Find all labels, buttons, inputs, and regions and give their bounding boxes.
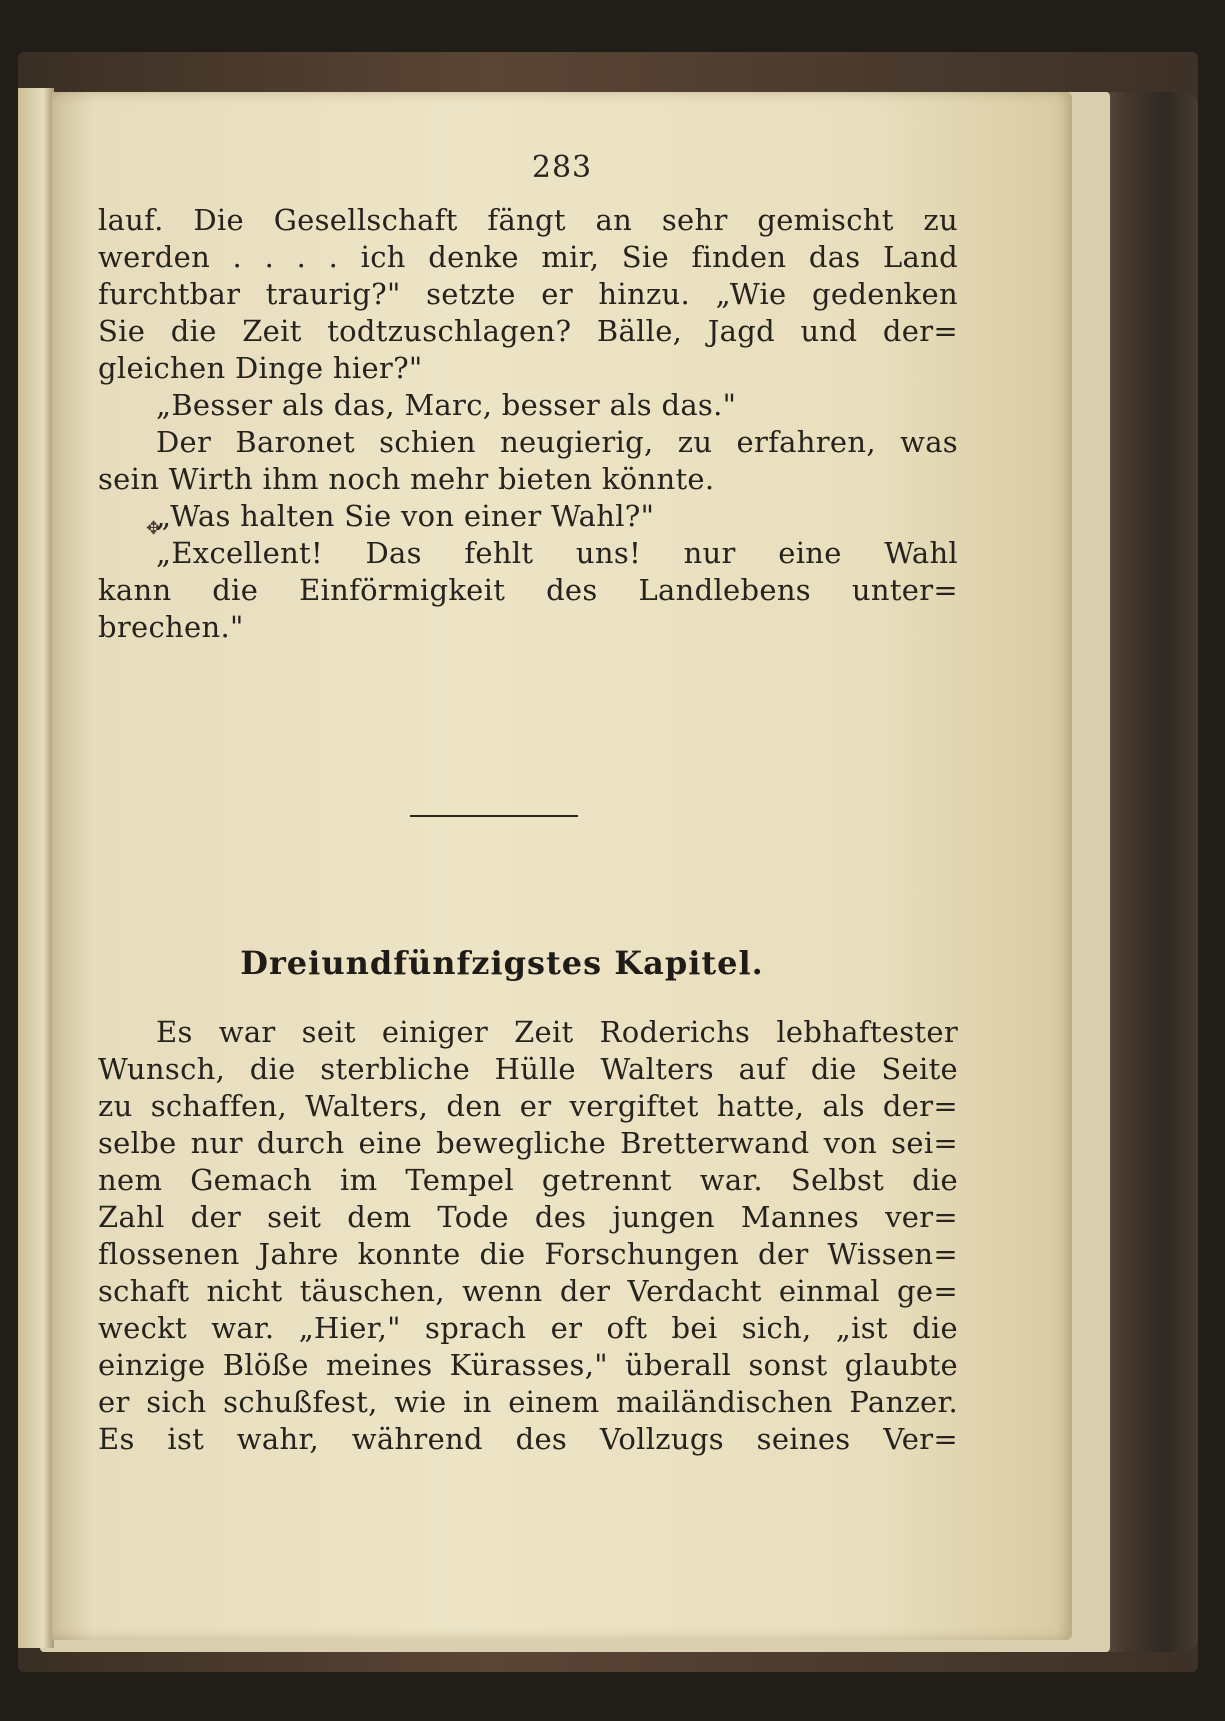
page-number: 283 <box>531 150 593 185</box>
chapter-title: Dreiundfünfzigstes Kapitel. <box>240 944 764 982</box>
text-line: Zahl der seit dem Tode des jungen Mannes ver= <box>98 1200 958 1234</box>
text-line: Wunsch, die sterbliche Hülle Walters auf die Seite <box>98 1052 958 1086</box>
text-line: er sich schußfest, wie in einem mailändischen Panzer. <box>98 1385 958 1419</box>
facing-page-edge <box>18 88 54 1648</box>
text-line: nem Gemach im Tempel getrennt war. Selbst die <box>98 1163 958 1197</box>
text-line: furchtbar traurig?" setzte er hinzu. „Wie gedenken <box>98 277 958 311</box>
text-line: „Besser als das, Marc, besser als das." <box>156 388 737 422</box>
text-line: gleichen Dinge hier?" <box>98 351 423 385</box>
text-line: Es ist wahr, während des Vollzugs seines Ver= <box>98 1422 958 1456</box>
text-line: flossenen Jahre konnte die Forschungen der Wissen= <box>98 1237 958 1271</box>
text-line: schaft nicht täuschen, wenn der Verdacht einmal ge= <box>98 1274 958 1308</box>
text-line: weckt war. „Hier," sprach er oft bei sich, „ist die <box>98 1311 958 1345</box>
text-line: zu schaffen, Walters, den er vergiftet hatte, als der= <box>98 1089 958 1123</box>
upper-text-block <box>98 202 958 646</box>
lower-text-block <box>98 1014 958 1458</box>
text-line: Sie die Zeit todtzuschlagen? Bälle, Jagd und der= <box>98 314 958 348</box>
text-line: brechen." <box>98 610 244 644</box>
text-line: Es war seit einiger Zeit Roderichs lebhaftester <box>156 1015 958 1049</box>
section-divider <box>410 815 578 817</box>
book-page <box>52 92 1072 1640</box>
text-line: „Was halten Sie von einer Wahl?" <box>156 499 655 533</box>
text-line: einzige Blöße meines Kürasses," überall sonst glaubte <box>98 1348 958 1382</box>
text-line: sein Wirth ihm noch mehr bieten könnte. <box>98 462 715 496</box>
text-line: selbe nur durch eine bewegliche Bretterwand von sei= <box>98 1126 958 1160</box>
text-line: kann die Einförmigkeit des Landlebens unter= <box>98 573 958 607</box>
printer-mark-icon: ✥ <box>146 518 162 539</box>
text-line: Der Baronet schien neugierig, zu erfahren, was <box>156 425 958 459</box>
text-line: lauf. Die Gesellschaft fängt an sehr gemischt zu <box>98 203 958 237</box>
text-line: werden . . . . ich denke mir, Sie finden das Land <box>98 240 958 274</box>
text-line: „Excellent! Das fehlt uns! nur eine Wahl <box>156 536 958 570</box>
